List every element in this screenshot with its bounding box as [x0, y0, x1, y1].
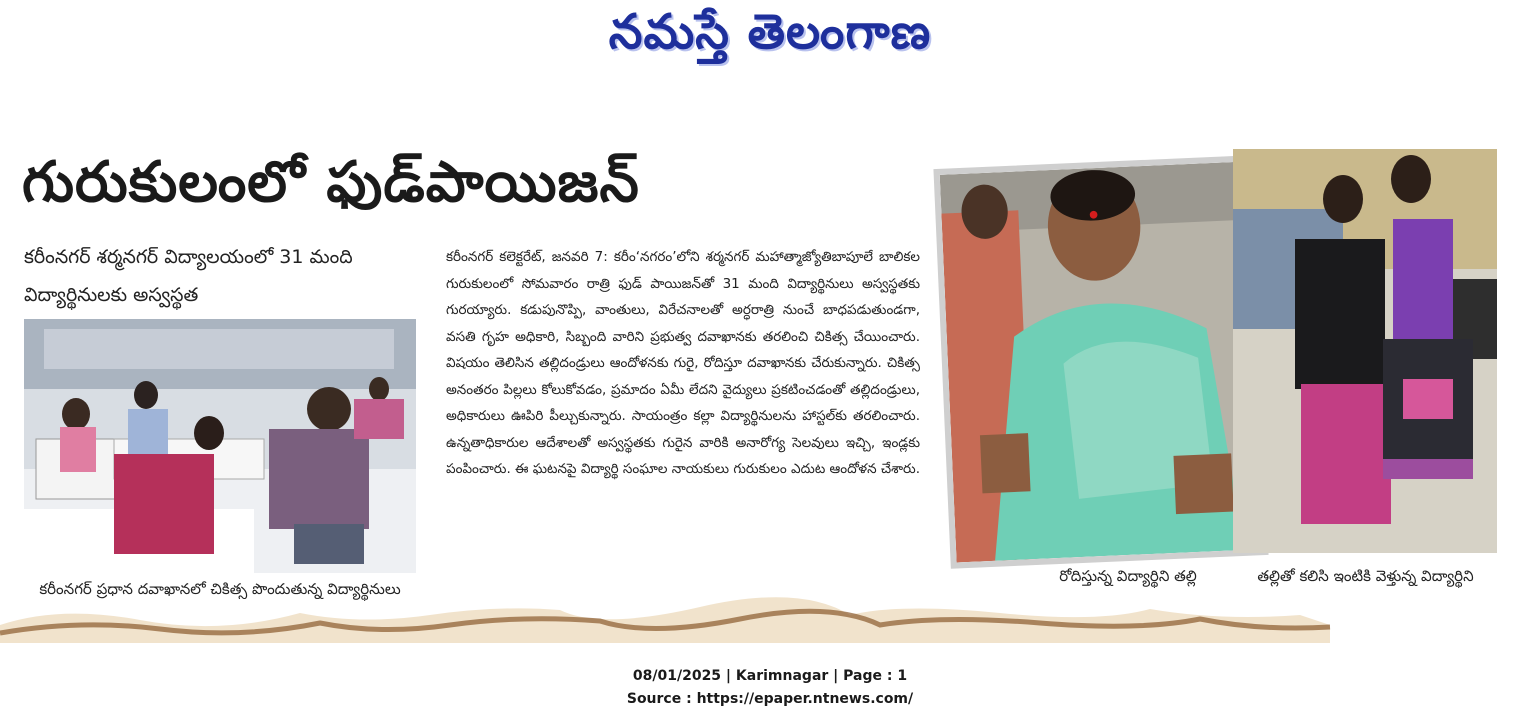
footer-date: 08/01/2025: [632, 668, 722, 684]
student-with-mother-photo: [1233, 149, 1497, 553]
crying-mother-photo: [933, 155, 1268, 568]
hospital-ward-photo: [24, 319, 416, 573]
torn-paper-edge: [0, 585, 1540, 655]
article-headline: గురుకులంలో ఫుడ్‌పాయిజన్: [22, 150, 640, 215]
article-subheadline: కరీంనగర్ శర్మనగర్ విద్యాలయంలో 31 మంది విద్యార్థినులకు అస్వస్థత: [24, 246, 353, 306]
article-body: కరీంనగర్ కలెక్టరేట్, జనవరి 7: కరీం‘నగరం’లోని శర్మనగర్ మహాత్మాజ్యోతిబాపూలే బాలికల గురుకులంలో సోమవారం రాత్రి ఫుడ్ పాయిజన్‌తో 31 మంది విద్యార్థినులు అస్వస్థతకు గురయ్యారు. కడుపునొప్పి, వాంతులు, విరేచనాలతో అర్ధరాత్రి నుంచే బాధపడుతుండగా, వసతి గృహ అధికారి, సిబ్బంది వారిని ప్రభుత్వ దవాఖానకు తరలించి చికిత్స చేయించారు. విషయం తెలిసిన తల్లిదండ్రులు ఆందోళనకు గురై, రోదిస్తూ దవాఖానకు చేరుకున్నారు. చికిత్స అనంతరం పిల్లలు కోలుకోవడం, ప్రమాదం ఏమీ లేదని వైద్యులు ప్రకటించడంతో తల్లిదండ్రులు, అధికారులు ఊపిరి పీల్చుకున్నారు. సాయంత్రం కల్లా విద్యార్థినులను హాస్టల్‌కు తరలించారు. ఉన్నతాధికారుల ఆదేశాలతో అస్వస్థతకు గురైన వారికి అనారోగ్య సెలవులు ఇచ్చి, ఇండ్లకు పంపించారు. ఈ ఘటనపై విద్యార్థి సంఘాల నాయకులు గురుకులం ఎదుట ఆందోళన చేశారు.: [446, 249, 920, 477]
footer-page: Page : 1: [843, 668, 908, 684]
footer-edition: Karimnagar: [735, 668, 829, 684]
photo-caption-hospital: కరీంనగర్ ప్రధాన దవాఖానలో చికిత్స పొందుతున్న విద్యార్థినులు: [39, 580, 401, 598]
footer-source: Source : https://epaper.ntnews.com/: [626, 691, 914, 707]
photo-caption-mother: రోదిస్తున్న విద్యార్థిని తల్లి: [1059, 567, 1197, 585]
photo-caption-student: తల్లితో కలిసి ఇంటికి వెళ్తున్న విద్యార్థిని: [1257, 567, 1474, 585]
page-footer: [0, 665, 1540, 711]
masthead-title: నమస్తే తెలంగాణ: [608, 4, 932, 60]
footer-meta: 08/01/2025 | Karimnagar | Page : 1: [632, 668, 908, 684]
